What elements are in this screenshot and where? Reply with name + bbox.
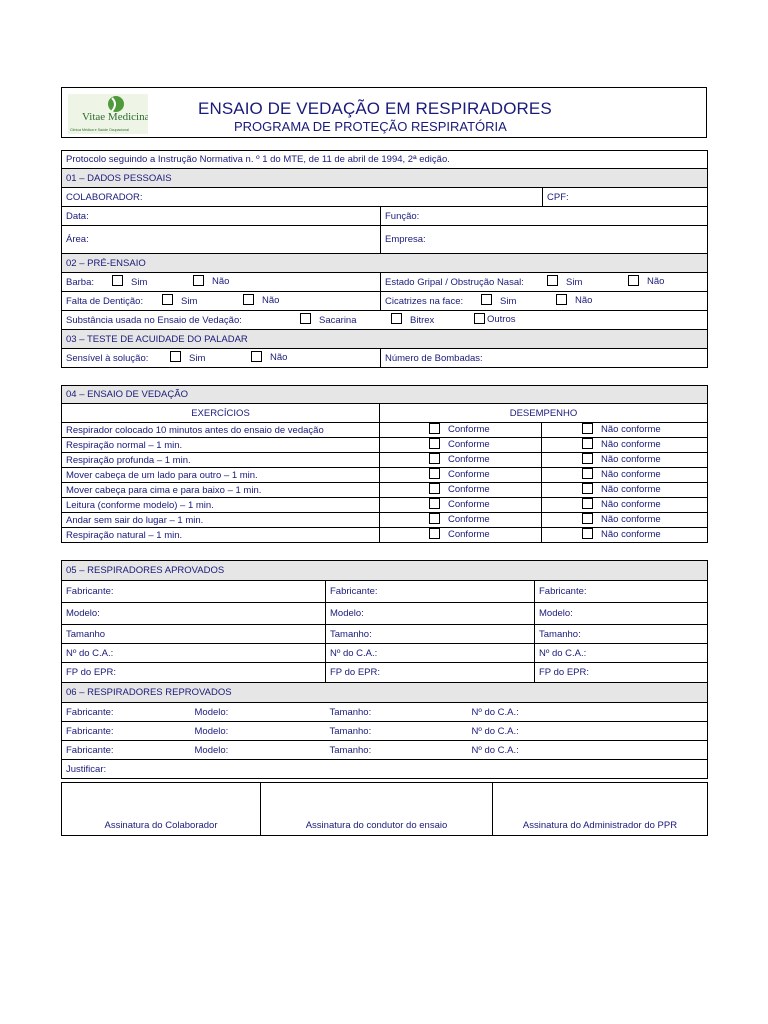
section-01-title: 01 – DADOS PESSOAIS <box>62 169 708 188</box>
conforme-label: Conforme <box>448 454 490 466</box>
reprov-modelo[interactable]: Modelo: <box>191 741 326 760</box>
reprov-tamanho[interactable]: Tamanho: <box>326 722 468 741</box>
cicatrizes-sim-checkbox[interactable] <box>481 294 492 305</box>
exercise-row <box>62 513 708 528</box>
nao-conforme-checkbox[interactable] <box>582 483 593 494</box>
nao-conforme-cell <box>542 528 708 543</box>
conforme-label: Conforme <box>448 514 490 526</box>
sacarina-checkbox[interactable] <box>300 313 311 324</box>
falta-denticao-label: Falta de Dentição: <box>66 295 144 307</box>
data-field[interactable]: Data: <box>62 207 381 226</box>
conforme-cell <box>380 513 542 528</box>
nao-label: Não <box>575 295 593 307</box>
barba-row <box>62 273 381 292</box>
cicatrizes-row <box>381 292 708 311</box>
outros-label: Outros <box>487 314 516 326</box>
sacarina-label: Sacarina <box>319 314 357 326</box>
aprov-modelo-1[interactable]: Modelo: <box>62 603 326 625</box>
nao-label: Não <box>647 276 665 288</box>
vedacao-table <box>61 385 708 543</box>
logo-text: Vitae Medicina <box>82 111 148 123</box>
exercise-label: Leitura (conforme modelo) – 1 min. <box>62 498 380 513</box>
sensivel-row <box>62 349 381 368</box>
nao-conforme-cell <box>542 468 708 483</box>
conforme-cell <box>380 453 542 468</box>
sim-label: Sim <box>566 276 583 288</box>
aprov-fp-3[interactable]: FP do EPR: <box>535 663 708 683</box>
exercise-row <box>62 453 708 468</box>
exercise-label: Respiração normal – 1 min. <box>62 438 380 453</box>
reprov-ca[interactable]: Nº do C.A.: <box>468 703 708 722</box>
conforme-checkbox[interactable] <box>429 468 440 479</box>
reprov-tamanho[interactable]: Tamanho: <box>326 741 468 760</box>
denticao-nao-checkbox[interactable] <box>243 294 254 305</box>
reprov-modelo[interactable]: Modelo: <box>191 722 326 741</box>
conforme-checkbox[interactable] <box>429 498 440 509</box>
colaborador-field[interactable]: COLABORADOR: <box>62 188 543 207</box>
form-subtitle: PROGRAMA DE PROTEÇÃO RESPIRATÓRIA <box>234 119 507 134</box>
sensivel-sim-checkbox[interactable] <box>170 351 181 362</box>
exercise-label: Respiração profunda – 1 min. <box>62 453 380 468</box>
estado-gripal-label: Estado Gripal / Obstrução Nasal: <box>385 276 524 288</box>
aprov-tamanho-3[interactable]: Tamanho: <box>535 625 708 644</box>
logo-tagline: Clínica Médica e Saúde Ocupacional <box>70 128 129 132</box>
section-05-title: 05 – RESPIRADORES APROVADOS <box>62 561 708 581</box>
reprov-fabricante[interactable]: Fabricante: <box>62 722 191 741</box>
barba-sim-checkbox[interactable] <box>112 275 123 286</box>
section-06-title: 06 – RESPIRADORES REPROVADOS <box>62 683 708 703</box>
exercise-label: Andar sem sair do lugar – 1 min. <box>62 513 380 528</box>
exercise-label: Mover cabeça de um lado para outro – 1 min. <box>62 468 380 483</box>
section-04-title: 04 – ENSAIO DE VEDAÇÃO <box>62 386 708 404</box>
reprov-ca[interactable]: Nº do C.A.: <box>468 722 708 741</box>
conforme-label: Conforme <box>448 439 490 451</box>
section-02-title: 02 – PRÉ-ENSAIO <box>62 254 708 273</box>
sim-label: Sim <box>131 276 148 288</box>
nao-conforme-cell <box>542 423 708 438</box>
nao-conforme-label: Não conforme <box>601 439 661 451</box>
reprov-ca[interactable]: Nº do C.A.: <box>468 741 708 760</box>
signature-administrador[interactable]: Assinatura do Administrador do PPR <box>493 783 708 836</box>
barba-nao-checkbox[interactable] <box>193 275 204 286</box>
section-03-title: 03 – TESTE DE ACUIDADE DO PALADAR <box>62 330 708 349</box>
aprov-tamanho-2[interactable]: Tamanho: <box>326 625 535 644</box>
denticao-row <box>62 292 381 311</box>
aprov-fabricante-1[interactable]: Fabricante: <box>62 581 326 603</box>
nao-label: Não <box>270 352 288 364</box>
exercise-row <box>62 468 708 483</box>
gripal-sim-checkbox[interactable] <box>547 275 558 286</box>
conforme-cell <box>380 468 542 483</box>
aprov-tamanho-1[interactable]: Tamanho <box>62 625 326 644</box>
nao-conforme-cell <box>542 483 708 498</box>
nao-conforme-cell <box>542 513 708 528</box>
vitae-logo <box>68 94 148 134</box>
nao-conforme-checkbox[interactable] <box>582 453 593 464</box>
nao-conforme-checkbox[interactable] <box>582 468 593 479</box>
aprov-fp-1[interactable]: FP do EPR: <box>62 663 326 683</box>
nao-label: Não <box>212 276 230 288</box>
reprovado-row <box>62 741 708 760</box>
aprov-ca-1[interactable]: Nº do C.A.: <box>62 644 326 663</box>
nao-conforme-label: Não conforme <box>601 514 661 526</box>
sim-label: Sim <box>500 295 517 307</box>
protocol-text: Protocolo seguindo a Instrução Normativa n. º 1 do MTE, de 11 de abril de 1994, 2ª edição. <box>62 151 708 169</box>
bitrex-label: Bitrex <box>410 314 435 326</box>
barba-label: Barba: <box>66 276 94 288</box>
exercise-row <box>62 498 708 513</box>
conforme-label: Conforme <box>448 484 490 496</box>
conforme-cell <box>380 423 542 438</box>
reprov-modelo[interactable]: Modelo: <box>191 703 326 722</box>
bitrex-checkbox[interactable] <box>391 313 402 324</box>
exercicios-header: EXERCÍCIOS <box>62 404 380 423</box>
reprovado-row <box>62 722 708 741</box>
exercise-row <box>62 483 708 498</box>
conforme-cell <box>380 498 542 513</box>
conforme-cell <box>380 528 542 543</box>
nao-conforme-label: Não conforme <box>601 484 661 496</box>
reprov-fabricante[interactable]: Fabricante: <box>62 741 191 760</box>
nao-conforme-checkbox[interactable] <box>582 423 593 434</box>
reprov-tamanho[interactable]: Tamanho: <box>326 703 468 722</box>
conforme-checkbox[interactable] <box>429 453 440 464</box>
nao-conforme-label: Não conforme <box>601 424 661 436</box>
conforme-cell <box>380 483 542 498</box>
conforme-label: Conforme <box>448 424 490 436</box>
conforme-label: Conforme <box>448 529 490 541</box>
desempenho-header: DESEMPENHO <box>380 404 708 423</box>
conforme-label: Conforme <box>448 469 490 481</box>
nao-conforme-label: Não conforme <box>601 499 661 511</box>
cicatrizes-label: Cicatrizes na face: <box>385 295 464 307</box>
conforme-checkbox[interactable] <box>429 483 440 494</box>
area-field[interactable]: Área: <box>62 226 381 254</box>
denticao-sim-checkbox[interactable] <box>162 294 173 305</box>
nao-conforme-checkbox[interactable] <box>582 513 593 524</box>
aprov-modelo-2[interactable]: Modelo: <box>326 603 535 625</box>
bombadas-field[interactable]: Número de Bombadas: <box>381 349 708 368</box>
sim-label: Sim <box>181 295 198 307</box>
nao-conforme-cell <box>542 438 708 453</box>
conforme-checkbox[interactable] <box>429 513 440 524</box>
funcao-field[interactable]: Função: <box>381 207 708 226</box>
nao-conforme-label: Não conforme <box>601 529 661 541</box>
cpf-field[interactable]: CPF: <box>543 188 708 207</box>
signatures-table <box>61 782 708 836</box>
respiradores-table <box>61 560 708 779</box>
nao-conforme-checkbox[interactable] <box>582 498 593 509</box>
signature-condutor[interactable]: Assinatura do condutor do ensaio <box>261 783 493 836</box>
aprov-fabricante-3[interactable]: Fabricante: <box>535 581 708 603</box>
nao-label: Não <box>262 295 280 307</box>
aprov-fabricante-2[interactable]: Fabricante: <box>326 581 535 603</box>
aprov-modelo-3[interactable]: Modelo: <box>535 603 708 625</box>
conforme-checkbox[interactable] <box>429 423 440 434</box>
sensivel-label: Sensível à solução: <box>66 352 149 364</box>
justificar-field[interactable]: Justificar: <box>62 760 708 779</box>
empresa-field[interactable]: Empresa: <box>381 226 708 254</box>
outros-checkbox[interactable] <box>474 313 485 324</box>
exercise-label: Respirador colocado 10 minutos antes do ensaio de vedação <box>62 423 380 438</box>
exercise-row <box>62 528 708 543</box>
aprov-fp-2[interactable]: FP do EPR: <box>326 663 535 683</box>
exercise-row <box>62 423 708 438</box>
form-title: ENSAIO DE VEDAÇÃO EM RESPIRADORES <box>198 99 552 118</box>
aprov-ca-3[interactable]: Nº do C.A.: <box>535 644 708 663</box>
nao-conforme-cell <box>542 453 708 468</box>
nao-conforme-checkbox[interactable] <box>582 528 593 539</box>
conforme-label: Conforme <box>448 499 490 511</box>
nao-conforme-cell <box>542 498 708 513</box>
nao-conforme-label: Não conforme <box>601 454 661 466</box>
nao-conforme-checkbox[interactable] <box>582 438 593 449</box>
personal-data-table <box>61 150 708 368</box>
reprov-fabricante[interactable]: Fabricante: <box>62 703 191 722</box>
signature-colaborador[interactable]: Assinatura do Colaborador <box>62 783 261 836</box>
conforme-checkbox[interactable] <box>429 528 440 539</box>
sim-label: Sim <box>189 352 206 364</box>
exercise-label: Respiração natural – 1 min. <box>62 528 380 543</box>
conforme-cell <box>380 438 542 453</box>
estado-gripal-row <box>381 273 708 292</box>
substancia-row <box>62 311 708 330</box>
aprov-ca-2[interactable]: Nº do C.A.: <box>326 644 535 663</box>
conforme-checkbox[interactable] <box>429 438 440 449</box>
cicatrizes-nao-checkbox[interactable] <box>556 294 567 305</box>
reprovado-row <box>62 703 708 722</box>
exercise-label: Mover cabeça para cima e para baixo – 1 min. <box>62 483 380 498</box>
gripal-nao-checkbox[interactable] <box>628 275 639 286</box>
exercise-row <box>62 438 708 453</box>
nao-conforme-label: Não conforme <box>601 469 661 481</box>
sensivel-nao-checkbox[interactable] <box>251 351 262 362</box>
substancia-label: Substância usada no Ensaio de Vedação: <box>66 314 242 326</box>
